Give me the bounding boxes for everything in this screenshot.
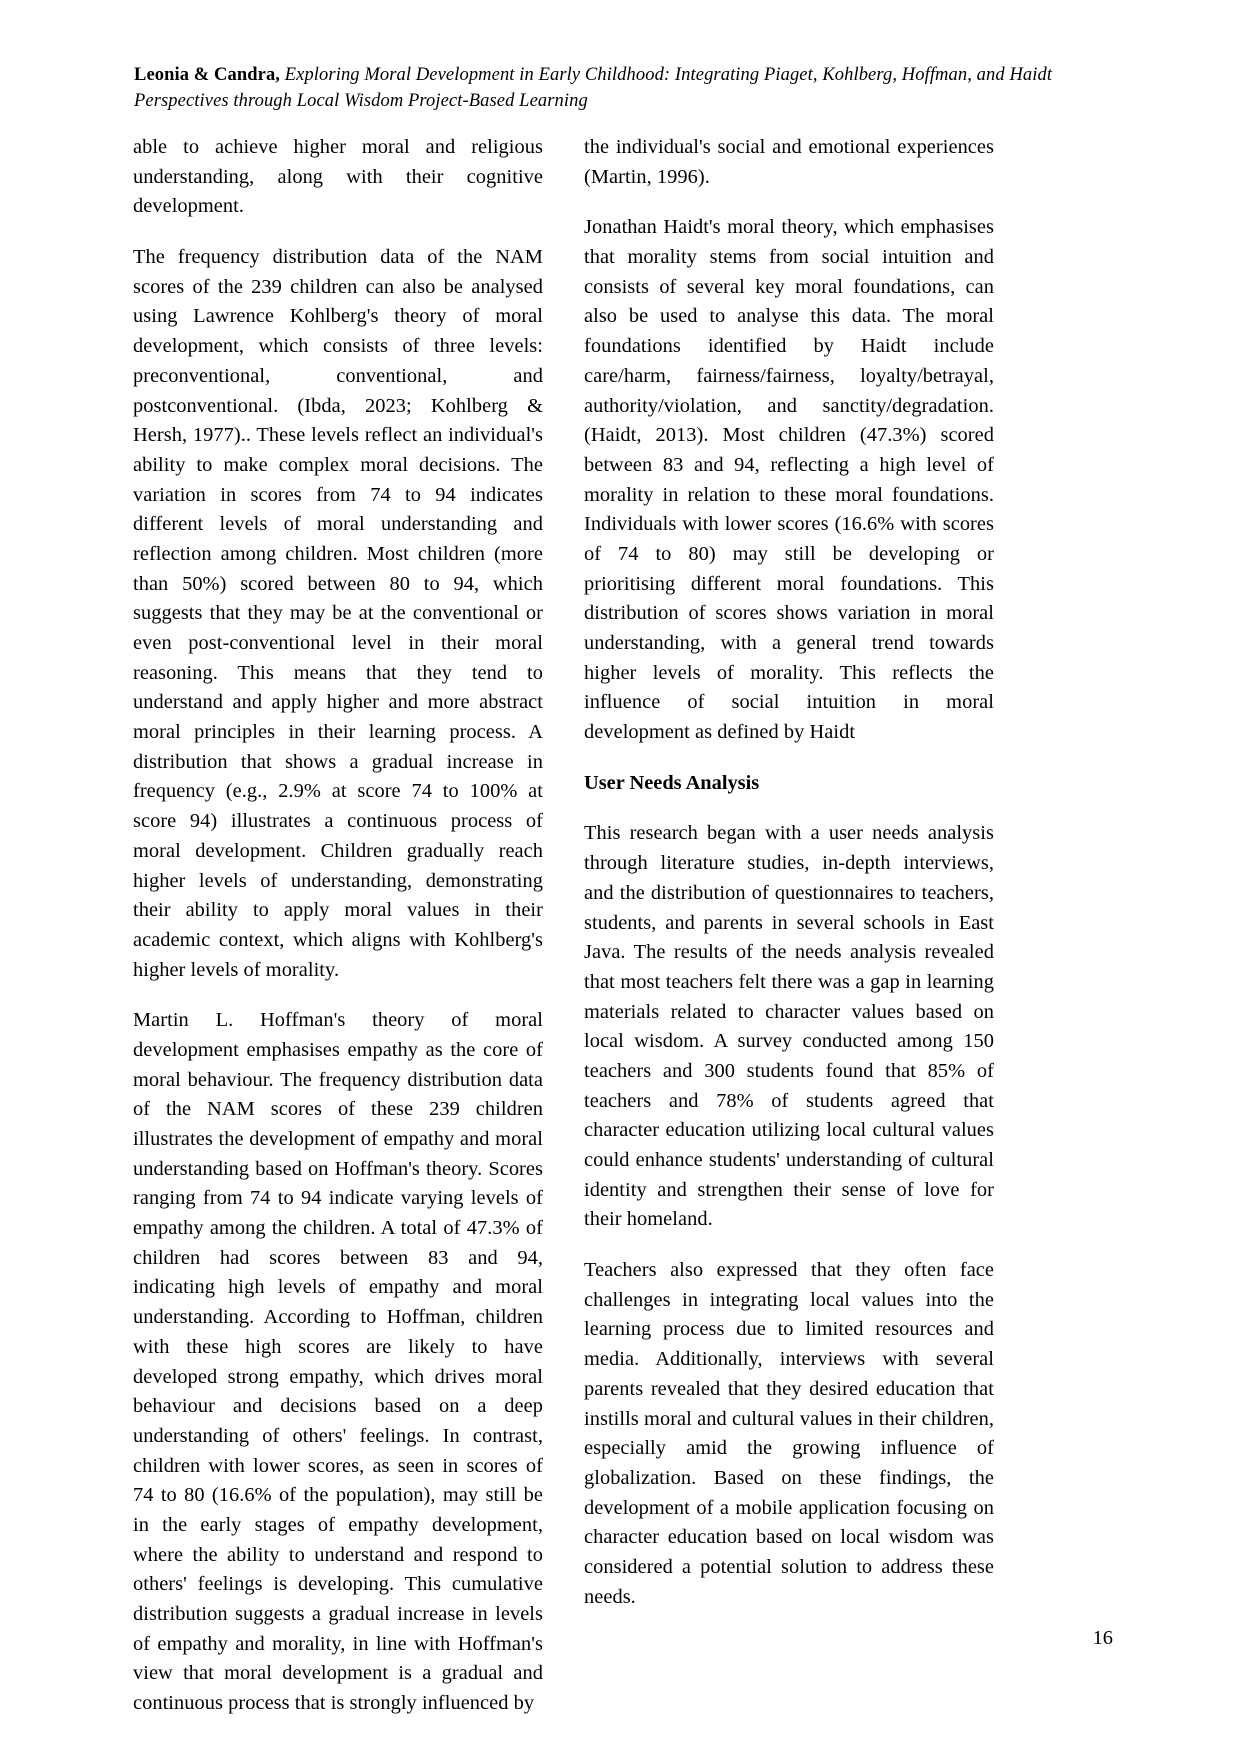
paragraph: the individual's social and emotional experiences (Martin, 1996). xyxy=(584,136,994,188)
page-number: 16 xyxy=(1092,1627,1113,1649)
right-column xyxy=(584,133,994,1608)
paragraph: able to achieve higher moral and religious understanding, along with their cognitive development. xyxy=(133,136,543,218)
section-heading-user-needs-analysis: User Needs Analysis xyxy=(584,771,760,794)
body-columns xyxy=(133,133,1113,1715)
running-head-title: Exploring Moral Development in Early Childhood: Integrating Piaget, Kohlberg, Hoffman, and Haidt Perspectives through Local Wisdom Project-Based Learning xyxy=(134,65,1053,112)
paragraph: Jonathan Haidt's moral theory, which emphasises that morality stems from social intuition and consists of several key moral foundations, can also be used to analyse this data. The moral foundations identified by Haidt include care/harm, fairness/fairness, loyalty/betrayal, authority/violation, and sanctity/degradation. (Haidt, 2013). Most children (47.3%) scored between 83 and 94, reflecting a high level of morality in relation to these moral foundations. Individuals with lower scores (16.6% with scores of 74 to 80) may still be developing or prioritising different moral foundations. This distribution of scores shows variation in moral understanding, with a general trend towards higher levels of morality. This reflects the influence of social intuition in moral development as defined by Haidt xyxy=(584,216,994,744)
left-column xyxy=(133,133,543,1715)
paragraph: Martin L. Hoffman's theory of moral development emphasises empathy as the core of moral behaviour. The frequency distribution data of the NAM scores of these 239 children illustrates the development of empathy and moral understanding based on Hoffman's theory. Scores ranging from 74 to 94 indicate varying levels of empathy among the children. A total of 47.3% of children had scores between 83 and 94, indicating high levels of empathy and moral understanding. According to Hoffman, children with these high scores are likely to have developed strong empathy, which drives moral behaviour and decisions based on a deep understanding of others' feelings. In contrast, children with lower scores, as seen in scores of 74 to 80 (16.6% of the population), may still be in the early stages of empathy development, where the ability to understand and respond to others' feelings is developing. This cumulative distribution suggests a gradual increase in levels of empathy and morality, in line with Hoffman's view that moral development is a gradual and continuous process that is strongly influenced by xyxy=(133,1009,543,1715)
running-head-authors: Leonia & Candra, xyxy=(134,65,281,85)
paragraph: The frequency distribution data of the NAM scores of the 239 children can also be analysed using Lawrence Kohlberg's theory of moral development, which consists of three levels: preconventional, conventional, and postconventional. (Ibda, 2023; Kohlberg & Hersh, 1977).. These levels reflect an individual's ability to make complex moral decisions. The variation in scores from 74 to 94 indicates different levels of moral understanding and reflection among children. Most children (more than 50%) scored between 80 to 94, which suggests that they may be at the conventional or even post-conventional level in their moral reasoning. This means that they tend to understand and apply higher and more abstract moral principles in their learning process. A distribution that shows a gradual increase in frequency (e.g., 2.9% at score 74 to 100% at score 94) illustrates a continuous process of moral development. Children gradually reach higher levels of understanding, demonstrating their ability to apply moral values in their academic context, which aligns with Kohlberg's higher levels of morality. xyxy=(133,246,543,981)
paragraph: Teachers also expressed that they often face challenges in integrating local values into the learning process due to limited resources and media. Additionally, interviews with several parents revealed that they desired education that instills moral and cultural values in their children, especially amid the growing influence of globalization. Based on these findings, the development of a mobile application focusing on character education based on local wisdom was considered a potential solution to address these needs. xyxy=(584,1259,994,1608)
paragraph: This research began with a user needs analysis through literature studies, in-depth interviews, and the distribution of questionnaires to teachers, students, and parents in several schools in East Java. The results of the needs analysis revealed that most teachers felt there was a gap in learning materials related to character values based on local wisdom. A survey conducted among 150 teachers and 300 students found that 85% of teachers and 78% of students agreed that character education utilizing local cultural values could enhance students' understanding of cultural identity and strengthen their sense of love for their homeland. xyxy=(584,822,994,1231)
running-head xyxy=(134,62,1114,115)
